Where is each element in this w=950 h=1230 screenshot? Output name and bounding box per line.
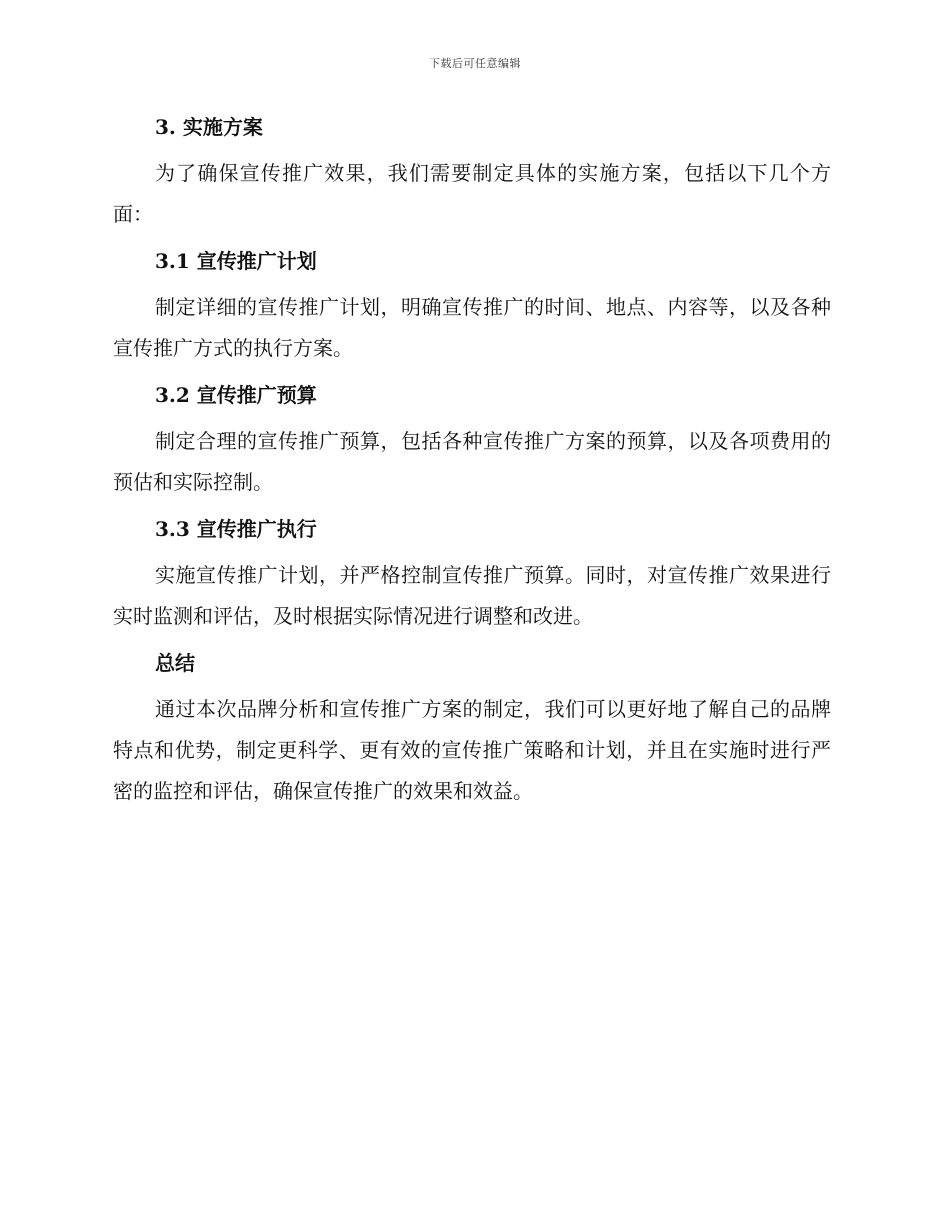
section-heading-budget: 3.2 宣传推广预算 — [155, 383, 317, 407]
section-heading-implementation: 3. 实施方案 — [155, 115, 263, 139]
section-paragraph-budget: 制定合理的宣传推广预算，包括各种宣传推广方案的预算，以及各项费用的预估和实际控制。 — [113, 429, 831, 494]
section-heading-summary: 总结 — [155, 651, 195, 675]
section-paragraph-execution: 实施宣传推广计划，并严格控制宣传推广预算。同时，对宣传推广效果进行实时监测和评估，及时根据实际情况进行调整和改进。 — [113, 563, 831, 628]
section-paragraph-plan: 制定详细的宣传推广计划，明确宣传推广的时间、地点、内容等，以及各种宣传推广方式的执行方案。 — [113, 295, 831, 360]
header-note: 下载后可任意编辑 — [429, 57, 521, 70]
section-heading-plan: 3.1 宣传推广计划 — [155, 249, 317, 273]
document-body — [113, 112, 831, 812]
section-paragraph-implementation: 为了确保宣传推广效果，我们需要制定具体的实施方案，包括以下几个方面： — [113, 161, 831, 226]
section-paragraph-summary: 通过本次品牌分析和宣传推广方案的制定，我们可以更好地了解自己的品牌特点和优势，制定更科学、更有效的宣传推广策略和计划，并且在实施时进行严密的监控和评估，确保宣传推广的效果和效益。 — [113, 697, 831, 803]
section-heading-execution: 3.3 宣传推广执行 — [155, 517, 317, 541]
